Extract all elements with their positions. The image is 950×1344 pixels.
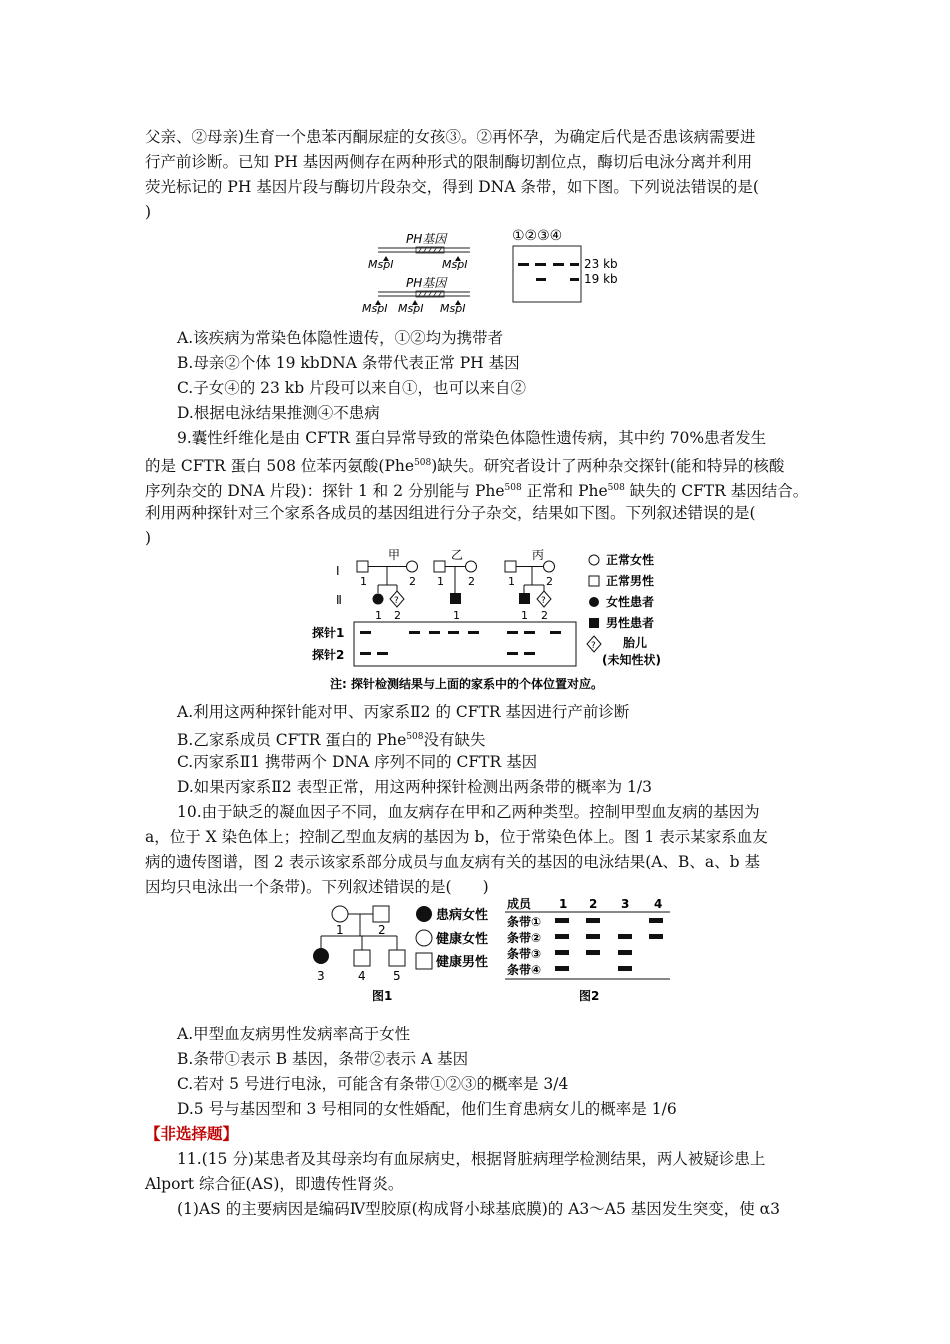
svg-text:条带④: 条带④: [507, 963, 542, 977]
gene-label-1: PH基因: [406, 232, 447, 246]
svg-text:1: 1: [521, 609, 528, 622]
svg-text:条带③: 条带③: [507, 947, 542, 961]
svg-text:探针2: 探针2: [312, 648, 345, 662]
q10-line-3: 病的遗传图谱，图 2 表示该家系部分成员与血友病有关的基因的电泳结果(A、B、a、b 基: [145, 853, 760, 871]
site-b3: MspⅠ: [440, 302, 466, 315]
svg-text:4: 4: [654, 897, 663, 911]
q10-option-a: A.甲型血友病男性发病率高于女性: [177, 1025, 411, 1043]
svg-text:5: 5: [393, 969, 401, 983]
q9-option-d: D.如果丙家系Ⅱ2 表型正常，用这两种探针检测出两条带的概率为 1/3: [177, 778, 652, 796]
svg-text:注: 探针检测结果与上面的家系中的个体位置对应。: 注: 探针检测结果与上面的家系中的个体位置对应。: [330, 677, 603, 691]
q9-line-5: ): [145, 529, 152, 547]
svg-text:Ⅰ: Ⅰ: [336, 564, 340, 578]
q8-line-1: 父亲、②母亲)生育一个患苯丙酮尿症的女孩③。②再怀孕，为确定后代是否患该病需要进: [145, 128, 756, 146]
q9-option-a: A.利用这两种探针能对甲、丙家系Ⅱ2 的 CFTR 基因进行产前诊断: [177, 703, 630, 721]
svg-text:健康女性: 健康女性: [436, 932, 489, 947]
svg-text:条带②: 条带②: [507, 931, 542, 945]
band-23kb: 23 kb: [584, 257, 618, 271]
q10-line-1: 10.由于缺乏的凝血因子不同，血友病存在甲和乙两种类型。控制甲型血友病的基因为: [177, 803, 760, 821]
q9-line-3: 序列杂交的 DNA 片段)：探针 1 和 2 分别能与 Phe$^{508}$ 正常和 Phe$^{508}$ 缺失的 CFTR 基因结合。: [145, 482, 809, 501]
svg-text:成员: 成员: [507, 897, 532, 911]
q8-restriction-map: [360, 226, 480, 316]
svg-text:(未知性状): (未知性状): [602, 653, 661, 667]
svg-text:1: 1: [453, 609, 460, 622]
svg-text:2: 2: [589, 897, 598, 911]
svg-text:男性患者: 男性患者: [606, 616, 655, 630]
q10-option-b: B.条带①表示 B 基因，条带②表示 A 基因: [177, 1050, 469, 1068]
q8-line-3: 荧光标记的 PH 基因片段与酶切片段杂交，得到 DNA 条带，如下图。下列说法错误的是(: [145, 178, 759, 196]
svg-text:1: 1: [375, 609, 382, 622]
site-b2: MspⅠ: [398, 302, 424, 315]
svg-text:Ⅱ: Ⅱ: [336, 593, 342, 607]
svg-text:?: ?: [591, 641, 596, 651]
svg-text:胎儿: 胎儿: [623, 636, 648, 650]
svg-text:?: ?: [394, 596, 399, 606]
q10-option-c: C.若对 5 号进行电泳，可能含有条带①②③的概率是 3/4: [177, 1075, 569, 1093]
svg-text:正常男性: 正常男性: [606, 574, 655, 588]
svg-text:女性患者: 女性患者: [606, 595, 655, 609]
svg-text:丙: 丙: [532, 548, 545, 562]
q8-option-d: D.根据电泳结果推测④不患病: [177, 404, 380, 422]
svg-text:探针1: 探针1: [312, 626, 345, 640]
svg-text:2: 2: [541, 609, 548, 622]
q8-line-4: ): [145, 203, 152, 221]
svg-text:乙: 乙: [451, 548, 464, 562]
site-a2: MspⅠ: [442, 258, 468, 271]
svg-text:1: 1: [437, 575, 444, 588]
svg-text:1: 1: [559, 897, 568, 911]
svg-text:图1: 图1: [372, 989, 393, 1003]
svg-text:健康男性: 健康男性: [436, 955, 489, 970]
svg-text:图2: 图2: [579, 989, 600, 1003]
q8-option-b: B.母亲②个体 19 kbDNA 条带代表正常 PH 基因: [177, 354, 520, 372]
svg-text:?: ?: [541, 596, 546, 606]
svg-text:正常女性: 正常女性: [606, 553, 655, 567]
q10-line-2: a，位于 X 染色体上；控制乙型血友病的基因为 b，位于常染色体上。图 1 表示某家系血友: [145, 828, 768, 846]
q9-option-b: B.乙家系成员 CFTR 蛋白的 Phe$^{508}$没有缺失: [177, 731, 486, 750]
svg-text:患病女性: 患病女性: [436, 908, 489, 923]
svg-text:1: 1: [508, 575, 515, 588]
svg-text:2: 2: [409, 575, 416, 588]
svg-text:3: 3: [317, 969, 325, 983]
svg-text:甲: 甲: [388, 548, 401, 562]
q11-line-1: 11.(15 分)某患者及其母亲均有血尿病史，根据肾脏病理学检测结果，两人被疑诊患上: [177, 1150, 766, 1168]
section-heading-non-choice: 【非选择题】: [145, 1125, 239, 1143]
svg-text:2: 2: [394, 609, 401, 622]
svg-text:4: 4: [358, 969, 366, 983]
svg-text:2: 2: [546, 575, 553, 588]
svg-text:1: 1: [360, 575, 367, 588]
q8-gel: [508, 226, 638, 306]
gene-label-2: PH基因: [406, 276, 447, 290]
q8-option-c: C.子女④的 23 kb 片段可以来自①，也可以来自②: [177, 379, 527, 397]
q8-line-2: 行产前诊断。已知 PH 基因两侧存在两种形式的限制酶切割位点，酶切后电泳分离并利用: [145, 153, 753, 171]
svg-text:3: 3: [621, 897, 630, 911]
q11-line-3: (1)AS 的主要病因是编码Ⅳ型胶原(构成肾小球基底膜)的 A3～A5 基因发生突变，使 α3: [177, 1200, 780, 1218]
q9-line-4: 利用两种探针对三个家系各成员的基因组进行分子杂交，结果如下图。下列叙述错误的是(: [145, 504, 756, 522]
q11-line-2: Alport 综合征(AS)，即遗传性肾炎。: [145, 1175, 404, 1193]
q9-line-1: 9.囊性纤维化是由 CFTR 蛋白异常导致的常染色体隐性遗传病，其中约 70%患者发生: [177, 429, 767, 447]
q9-pedigree-figure: [308, 545, 680, 697]
site-b1: MspⅠ: [362, 302, 388, 315]
svg-text:2: 2: [468, 575, 475, 588]
svg-text:1: 1: [336, 923, 344, 937]
svg-text:2: 2: [378, 923, 386, 937]
q10-option-d: D.5 号与基因型和 3 号相同的女性婚配，他们生育患病女儿的概率是 1/6: [177, 1100, 677, 1118]
q10-figure-2-electrophoresis: [505, 895, 685, 1007]
site-a1: MspⅠ: [368, 258, 394, 271]
q9-line-2: 的是 CFTR 蛋白 508 位苯丙氨酸(Phe$^{508}$)缺失。研究者设计了两种杂交探针(能和特异的核酸: [145, 457, 785, 476]
q9-option-c: C.丙家系Ⅱ1 携带两个 DNA 序列不同的 CFTR 基因: [177, 753, 538, 771]
band-19kb: 19 kb: [584, 272, 618, 286]
svg-text:条带①: 条带①: [507, 915, 542, 929]
q10-line-4: 因均只电泳出一个条带)。下列叙述错误的是( ): [145, 878, 489, 896]
q10-figure-1-pedigree: [300, 898, 510, 1010]
lane-labels: ①②③④: [512, 228, 563, 244]
q8-option-a: A.该疾病为常染色体隐性遗传，①②均为携带者: [177, 329, 504, 347]
